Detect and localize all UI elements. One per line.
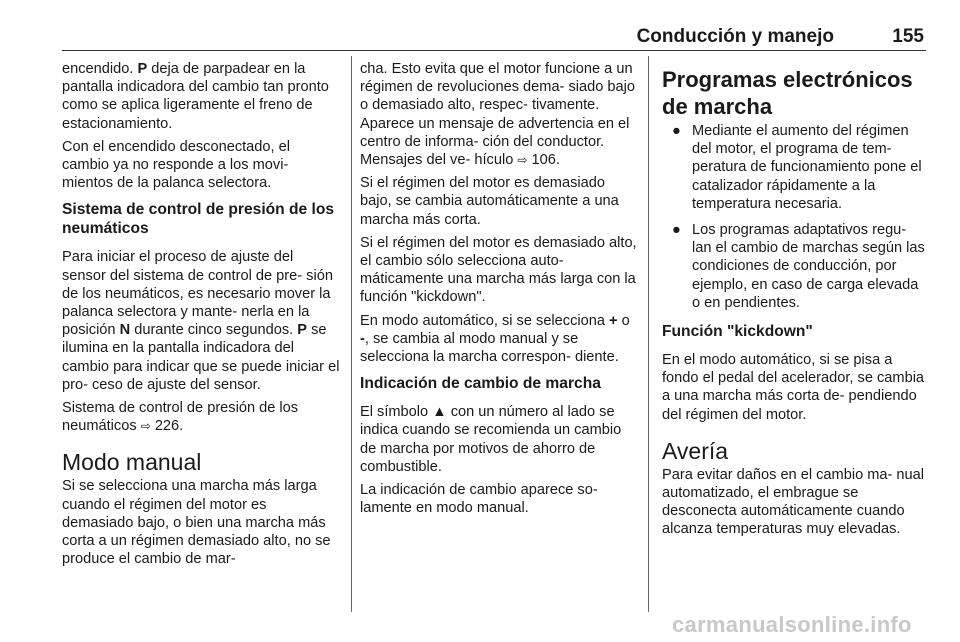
paragraph: Sistema de control de presión de los neumáticos ⇨ 226.	[62, 400, 299, 435]
heading-programs: Programas electrónicos de marcha	[662, 67, 913, 119]
page-ref: 226.	[154, 418, 184, 435]
heading-fault: Avería	[662, 437, 729, 464]
paragraph: encendido. P deja de parpadear en la pantalla indicadora del cambio tan pronto como se aplica ligeramente el freno de estacionamiento.	[62, 61, 329, 132]
page-number: 155	[892, 26, 924, 47]
bullet-icon: ●	[672, 123, 681, 139]
heading-manual-mode: Modo manual	[62, 449, 202, 476]
shift-up-icon: ▲	[432, 404, 447, 421]
paragraph: Si el régimen del motor es demasiado bajo, se cambia automáticamente a una marcha más corta.	[360, 175, 619, 228]
paragraph: Con el encendido desconectado, el cambio ya no responde a los movi- mientos de la palanca selectora.	[62, 138, 290, 192]
paragraph: En el modo automático, si se pisa a fondo el pedal del acelerador, se cambia a una marcha más corta de- pendiendo del régimen del motor.	[662, 352, 925, 423]
heading-shift-indication: Indicación de cambio de marcha	[360, 375, 601, 393]
paragraph: Si se selecciona una marcha más larga cuando el régimen del motor es demasiado bajo, o bien una marcha más corta a un régimen demasiado alto, no se produce el cambio de mar-	[62, 478, 331, 568]
page-ref: 106.	[531, 152, 560, 169]
paragraph: En modo automático, si se selecciona + o -, se cambia al modo manual y se selecciona la marcha correspon- diente.	[360, 312, 630, 366]
paragraph: Para evitar daños en el cambio ma- nual automatizado, el embrague se desconecta automáticamente cuando alcanza temperaturas muy elevadas.	[662, 466, 925, 538]
watermark: carmanualsonline.info	[672, 612, 912, 637]
column-2	[360, 60, 640, 522]
bullet-icon: ●	[672, 222, 681, 239]
column-3	[662, 60, 928, 544]
paragraph: El símbolo ▲ con un número al lado se indica cuando se recomienda un cambio de marcha por motivos de ahorro de combustible.	[360, 404, 622, 475]
heading-kickdown: Función "kickdown"	[662, 323, 813, 341]
page-ref-icon: ⇨	[140, 419, 151, 434]
page-header	[62, 20, 926, 51]
paragraph: La indicación de cambio aparece so- lamente en modo manual.	[360, 482, 598, 517]
bullet-list	[662, 122, 928, 312]
column-divider	[351, 56, 352, 612]
column-divider	[648, 56, 649, 612]
list-item: ● Mediante el aumento del régimen del motor, el programa de tem- peratura de funcionamiento pone el catalizador rápidamente a la temperatura necesaria.	[672, 123, 922, 212]
column-1	[62, 60, 340, 573]
page-ref-icon: ⇨	[517, 153, 528, 168]
list-item: ● Los programas adaptativos regu- lan el cambio de marchas según las condiciones de conducción, por ejemplo, en caso de carga elevada o en pendientes.	[672, 222, 925, 311]
paragraph: cha. Esto evita que el motor funcione a un régimen de revoluciones dema- siado bajo o demasiado alto, respec- tivamente. Aparece un mensaje de advertencia en el centro de informa- ción del conductor. Mensajes del ve- hículo ⇨ 106.	[360, 61, 636, 169]
paragraph: Si el régimen del motor es demasiado alto, el cambio sólo selecciona auto- máticamente una marcha más larga con la función "kickdown".	[360, 234, 637, 306]
section-title: Conducción y manejo	[636, 26, 834, 47]
heading-tpms: Sistema de control de presión de los neumáticos	[62, 201, 335, 238]
paragraph: Para iniciar el proceso de ajuste del sensor del sistema de control de pre- sión de los neumáticos, es necesario mover la palanca selectora y mante- nerla en la posición N durante cinco segundos. P se ilumina en la pantalla indicadora del cambio para indicar que se puede iniciar el pro- ceso de ajuste del sensor.	[62, 249, 340, 393]
